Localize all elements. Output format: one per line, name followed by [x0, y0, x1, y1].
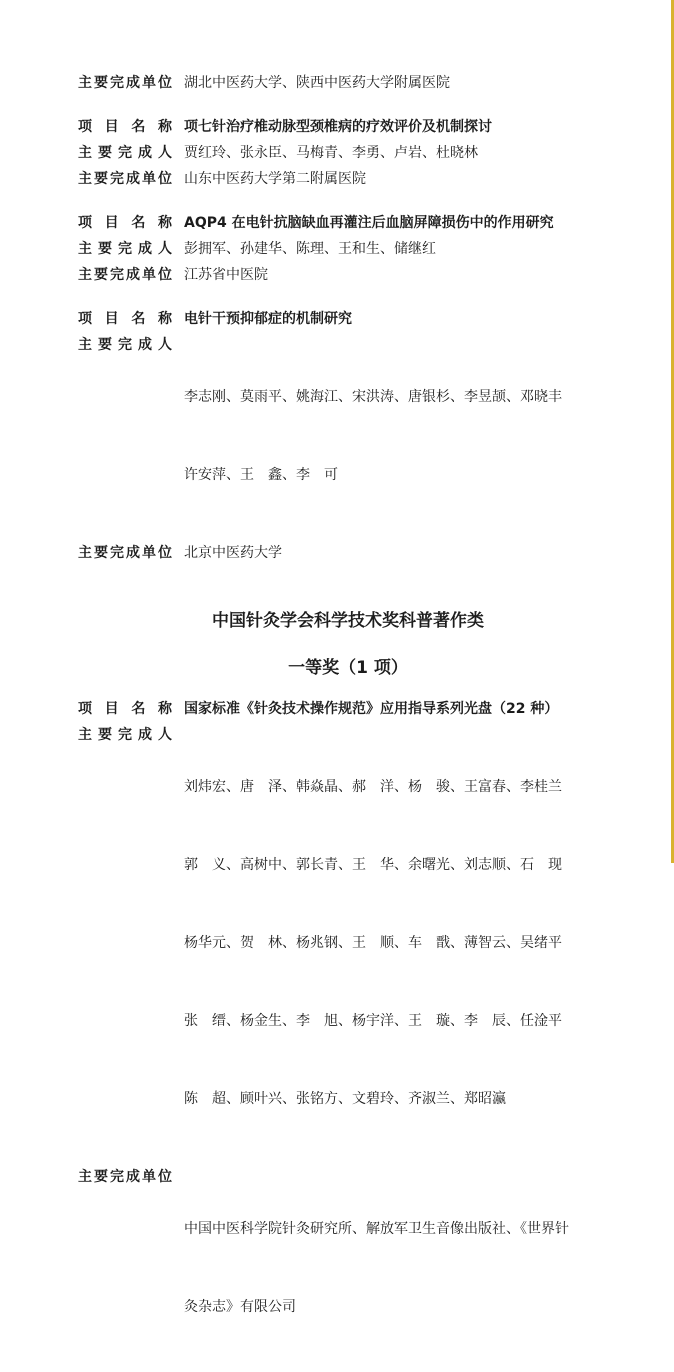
entry-1: [78, 70, 618, 96]
units-label: 主要完成单位: [78, 545, 172, 561]
completers-line: 张 缙、杨金生、李 旭、杨宇洋、王 璇、李 辰、任淦平: [184, 1013, 562, 1029]
entry-4: [78, 306, 618, 566]
completers-label: 主 要 完 成 人: [78, 337, 172, 353]
units-line: 灸杂志》有限公司: [184, 1299, 296, 1315]
units-label: 主要完成单位: [78, 1169, 172, 1185]
project-name-value: AQP4 在电针抗脑缺血再灌注后血脑屏障损伤中的作用研究: [184, 215, 554, 231]
completers-value: [184, 332, 618, 540]
units-label: 主要完成单位: [78, 267, 172, 283]
project-name-value: 国家标准《针灸技术操作规范》应用指导系列光盘（22 种）: [184, 701, 559, 717]
project-name-row: [78, 210, 618, 236]
project-name-label: 项 目 名 称: [78, 701, 172, 717]
completers-row: [78, 140, 618, 166]
units-value: [184, 1164, 618, 1372]
units-value: 山东中医药大学第二附属医院: [184, 171, 366, 187]
completers-row: [78, 332, 618, 540]
project-name-value: 项七针治疗椎动脉型颈椎病的疗效评价及机制探讨: [184, 119, 492, 135]
project-name-label: 项 目 名 称: [78, 119, 172, 135]
completers-line: 李志刚、莫雨平、姚海江、宋洪涛、唐银杉、李昱颉、邓晓丰: [184, 389, 562, 405]
units-row: [78, 1164, 618, 1372]
units-label: 主要完成单位: [78, 171, 172, 187]
completers-label: 主 要 完 成 人: [78, 145, 172, 161]
section-title: 中国针灸学会科学技术奖科普著作类: [212, 611, 484, 631]
award-title: 一等奖（1 项）: [288, 658, 408, 678]
award-entry: [78, 696, 618, 1372]
completers-row: [78, 236, 618, 262]
units-row: [78, 540, 618, 566]
completers-value: [184, 722, 618, 1164]
units-row: [78, 262, 618, 288]
units-value: 北京中医药大学: [184, 545, 282, 561]
completers-label: 主 要 完 成 人: [78, 241, 172, 257]
completers-line: 刘炜宏、唐 泽、韩焱晶、郝 洋、杨 骏、王富春、李桂兰: [184, 779, 562, 795]
project-name-row: [78, 696, 618, 722]
completers-line: 许安萍、王 鑫、李 可: [184, 467, 338, 483]
project-name-label: 项 目 名 称: [78, 311, 172, 327]
units-line: 中国中医科学院针灸研究所、解放军卫生音像出版社、《世界针: [184, 1221, 569, 1237]
units-value: 湖北中医药大学、陕西中医药大学附属医院: [184, 75, 450, 91]
project-name-row: [78, 114, 618, 140]
completers-label: 主 要 完 成 人: [78, 727, 172, 743]
project-name-row: [78, 306, 618, 332]
completers-row: [78, 722, 618, 1164]
completers-line: 陈 超、顾叶兴、张铭方、文碧玲、齐淑兰、郑昭瀛: [184, 1091, 506, 1107]
completers-value: 贾红玲、张永臣、马梅青、李勇、卢岩、杜晓林: [184, 145, 478, 161]
units-row: [78, 166, 618, 192]
entry-3: [78, 210, 618, 288]
project-name-label: 项 目 名 称: [78, 215, 172, 231]
document-body: [78, 70, 618, 1372]
units-value: 江苏省中医院: [184, 267, 268, 283]
entry-2: [78, 114, 618, 192]
units-row: [78, 70, 618, 96]
project-name-value: 电针干预抑郁症的机制研究: [184, 311, 352, 327]
completers-value: 彭拥军、孙建华、陈理、王和生、储继红: [184, 241, 436, 257]
units-label: 主要完成单位: [78, 75, 172, 91]
completers-line: 杨华元、贺 林、杨兆钢、王 顺、车 戬、薄智云、吴绪平: [184, 935, 562, 951]
completers-line: 郭 义、高树中、郭长青、王 华、余曙光、刘志顺、石 现: [184, 857, 562, 873]
